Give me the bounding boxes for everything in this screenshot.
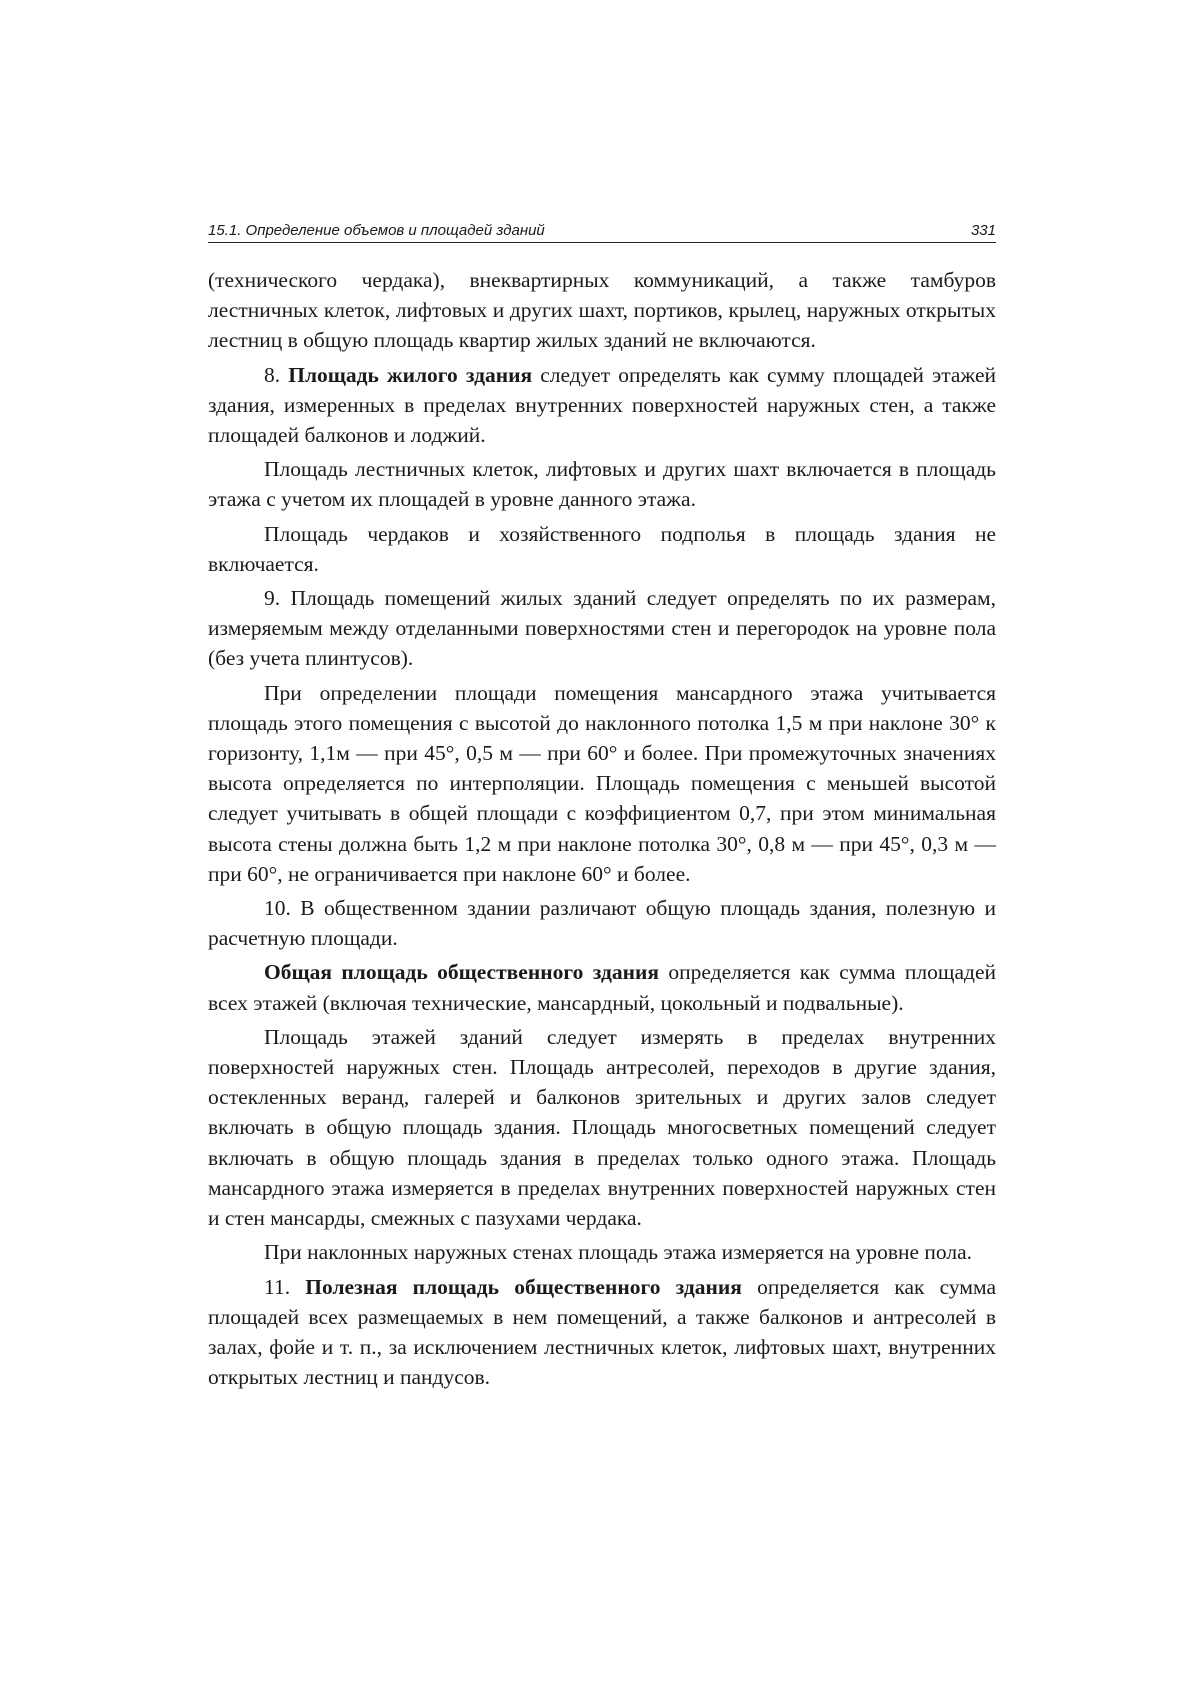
- paragraph-4: [208, 519, 996, 579]
- paragraph-text: следует определять как сумму площадей этажей здания, измеренных в пределах внутренних поверхностей наружных стен, а также площадей балконов и лоджий.: [208, 362, 997, 448]
- paragraph-item-9: [208, 583, 996, 674]
- paragraph-text: В общественном здании различают общую площадь здания, полезную и расчетную площади.: [208, 896, 996, 951]
- page-number: 331: [970, 222, 996, 239]
- item-number: 11.: [264, 1274, 291, 1299]
- paragraph-item-8: [208, 360, 996, 451]
- section-title: 15.1. Определение объемов и площадей зданий: [208, 222, 545, 239]
- paragraph-9: [208, 1022, 996, 1233]
- paragraph-item-10: [208, 893, 996, 953]
- body-text: [208, 265, 996, 1392]
- item-number: 9.: [264, 586, 281, 611]
- paragraph-text: определяется как сумма площадей всех этажей (включая технические, мансардный, цокольный и подвальные).: [208, 960, 996, 1015]
- document-page: [208, 222, 996, 1392]
- paragraph-3: [208, 454, 996, 514]
- paragraph-text: Площадь этажей зданий следует измерять в пределах внутренних поверхностей наружных стен. Площадь антресолей, переходов в другие здания, остекленных веранд, галерей и балконов зрительных и других залов следует включать в общую площадь здания. Площадь многосветных помещений следует включать в общую площадь здания в пределах только одного этажа. Площадь мансардного этажа измеряется в пределах внутренних поверхностей наружных стен и стен мансарды, смежных с пазухами чердака.: [208, 1024, 996, 1231]
- paragraph-item-11: [208, 1272, 996, 1393]
- paragraph-text: Площадь чердаков и хозяйственного подполья в площадь здания не включается.: [208, 521, 996, 576]
- running-header: [208, 222, 996, 243]
- item-number: 8.: [264, 362, 281, 387]
- paragraph-6: [208, 678, 996, 889]
- item-number: 10.: [264, 896, 291, 921]
- paragraph-1: [208, 265, 996, 356]
- defined-term: Общая площадь общественного здания: [264, 960, 659, 985]
- paragraph-text: Площадь лестничных клеток, лифтовых и других шахт включается в площадь этажа с учетом их площадей в уровне данного этажа.: [208, 457, 996, 512]
- paragraph-10: [208, 1237, 996, 1267]
- defined-term: Полезная площадь общественного здания: [305, 1274, 742, 1299]
- paragraph-text: (технического чердака), внеквартирных коммуникаций, а также тамбуров лестничных клеток, лифтовых и других шахт, портиков, крылец, наружных открытых лестниц в общую площадь квартир жилых зданий не включаются.: [208, 268, 996, 353]
- paragraph-text: При наклонных наружных стенах площадь этажа измеряется на уровне пола.: [264, 1240, 973, 1265]
- paragraph-text: При определении площади помещения мансардного этажа учитывается площадь этого помещения с высотой до наклонного потолка 1,5 м при наклоне 30° к горизонту, 1,1м — при 45°, 0,5 м — при 60° и более. При промежуточных значениях высота определяется по интерполяции. Площадь помещения с меньшей высотой следует учитывать в общей площади с коэффициентом 0,7, при этом минимальная высота стены должна быть 1,2 м при наклоне потолка 30°, 0,8 м — при 45°, 0,3 м — при 60°, не ограничивается при наклоне 60° и более.: [208, 680, 996, 886]
- paragraph-8: [208, 957, 996, 1017]
- paragraph-text: Площадь помещений жилых зданий следует определять по их размерам, измеряемым между отделанными поверхностями стен и перегородок на уровне пола (без учета плинтусов).: [208, 586, 997, 671]
- defined-term: Площадь жилого здания: [288, 362, 533, 387]
- paragraph-text: определяется как сумма площадей всех размещаемых в нем помещений, а также балконов и антресолей в залах, фойе и т. п., за исключением лестничных клеток, лифтовых шахт, внутренних открытых лестниц и пандусов.: [208, 1274, 996, 1390]
